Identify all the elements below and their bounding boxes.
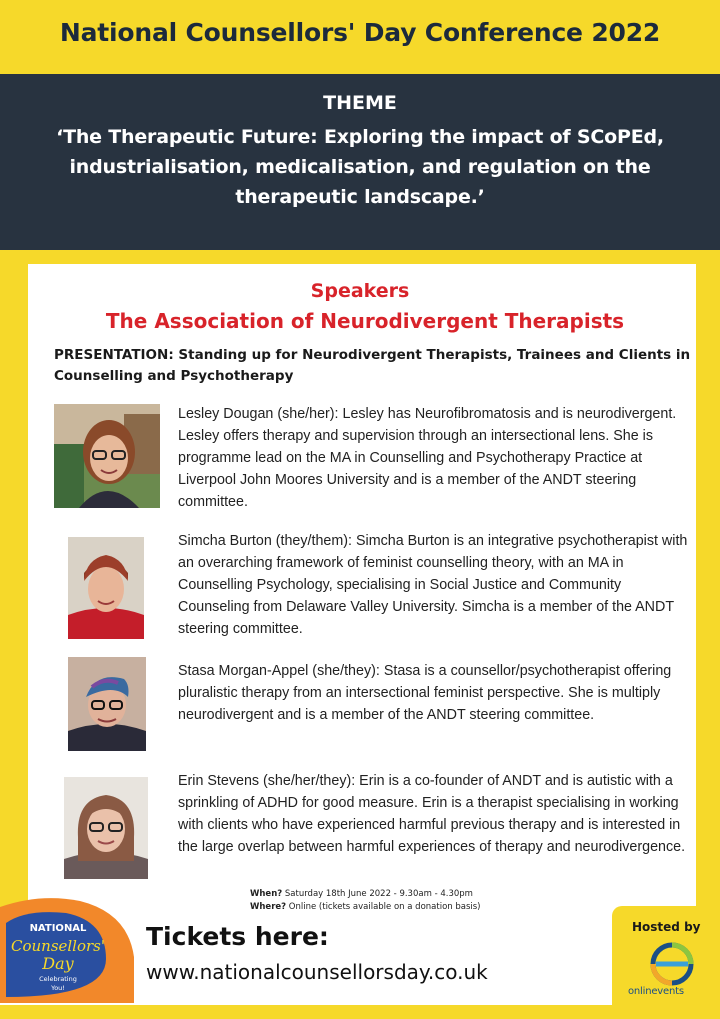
page-title: National Counsellors' Day Conference 2022	[59, 18, 661, 47]
tickets-heading: Tickets here:	[146, 922, 329, 951]
where-label: Where?	[250, 902, 287, 912]
when-label: When?	[250, 889, 283, 899]
logo-line-counsellors: Counsellors'	[10, 937, 106, 955]
theme-text: ‘The Therapeutic Future: Exploring the impact of SCoPEd, industrialisation, medicalisation, and regulation on the therapeutic landscape.’	[56, 126, 664, 208]
logo-line-you: You!	[51, 984, 65, 992]
when-value: Saturday 18th June 2022 - 9.30am - 4.30pm	[284, 889, 473, 899]
presentation-title: PRESENTATION: Standing up for Neurodivergent Therapists, Trainees and Clients in Counselling and Psychotherapy	[54, 347, 691, 384]
speaker-bio-erin: Erin Stevens (she/her/they): Erin is a co-founder of ANDT and is autistic with a sprinkling of ADHD for good measure. Erin is a therapist specialising in working with clients who have experienced harmful previous therapy and is interested in the large overlap between harmful experiences of therapy and neurodivergence.	[178, 773, 686, 855]
speakers-heading: Speakers	[310, 280, 410, 302]
speaker-bio-stasa: Stasa Morgan-Appel (she/they): Stasa is a counsellor/psychotherapist offering pluralistic therapy from an intersectional feminist perspective. She is multiply neurodivergent and is a member of the ANDT steering committee.	[178, 663, 672, 723]
bottom-strip	[0, 1005, 720, 1019]
national-counsellors-day-logo	[0, 893, 140, 1003]
logo-line-celebrating: Celebrating	[39, 975, 77, 983]
event-where	[250, 901, 481, 914]
host-name: onlinevents	[628, 986, 684, 997]
organisation-heading: The Association of Neurodivergent Therapists	[105, 309, 625, 333]
speaker-bio-lesley: Lesley Dougan (she/her): Lesley has Neurofibromatosis and is neurodivergent. Lesley offers therapy and supervision through an intersectional lens. She is programme lead on the MA in Counselling and Psychotherapy Practice at Liverpool John Moores University and is a member of the ANDT steering committee.	[178, 406, 677, 510]
speaker-photo-stasa	[68, 657, 146, 751]
speaker-bio-simcha: Simcha Burton (they/them): Simcha Burton is an integrative psychotherapist with an overarching framework of feminist counselling theory, with an MA in Counselling Psychology, specialising in Social Justice and Community Counseling from Delaware Valley University. Simcha is a member of the ANDT steering committee.	[178, 533, 688, 637]
theme-label: THEME	[323, 92, 397, 114]
where-value: Online (tickets available on a donation basis)	[288, 902, 481, 912]
onlinevents-logo-icon	[642, 942, 702, 986]
hosted-by-label: Hosted by	[632, 920, 701, 934]
event-details	[250, 888, 481, 914]
logo-line-day: Day	[42, 954, 74, 973]
speaker-photo-erin	[64, 777, 148, 879]
speaker-photo-lesley	[54, 404, 160, 508]
tickets-url[interactable]: www.nationalcounsellorsday.co.uk	[146, 960, 488, 984]
logo-line-national: NATIONAL	[29, 923, 87, 934]
speaker-photo-simcha	[68, 537, 144, 639]
event-when	[250, 888, 481, 901]
